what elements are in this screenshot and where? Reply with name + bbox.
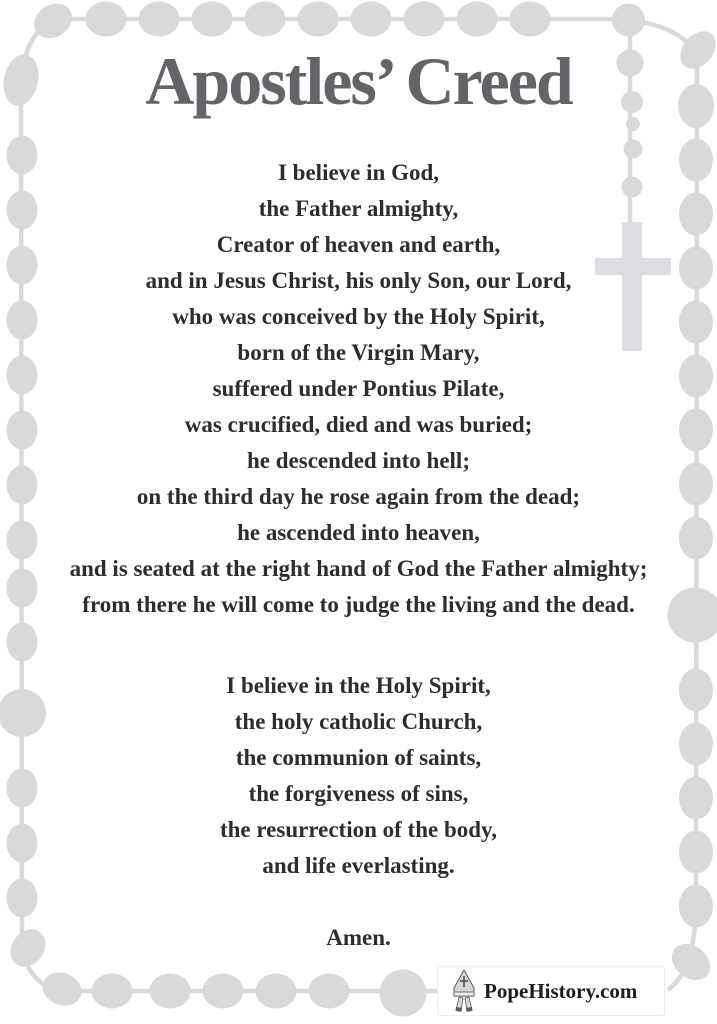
- amen-line: Amen.: [326, 925, 391, 950]
- papal-mitre-icon: [451, 968, 477, 1014]
- creed-line: the Father almighty,: [258, 196, 459, 221]
- creed-line: Creator of heaven and earth,: [216, 232, 501, 257]
- creed-line: the holy catholic Church,: [234, 709, 483, 734]
- creed-line: I believe in the Holy Spirit,: [226, 673, 491, 698]
- creed-line: I believe in God,: [277, 160, 439, 185]
- creed-line: and life everlasting.: [262, 853, 455, 878]
- creed-line: the resurrection of the body,: [219, 817, 498, 842]
- creed-line: he descended into hell;: [247, 448, 470, 473]
- creed-line: he ascended into heaven,: [237, 520, 480, 545]
- creed-stanza-1: [0, 155, 717, 623]
- creed-stanza-2: [0, 668, 717, 884]
- creed-line: and in Jesus Christ, his only Son, our Lord,: [145, 268, 572, 293]
- creed-line: the forgiveness of sins,: [248, 781, 469, 806]
- creed-line: was crucified, died and was buried;: [184, 412, 533, 437]
- creed-line: who was conceived by the Holy Spirit,: [172, 304, 545, 329]
- creed-line: from there he will come to judge the living and the dead.: [82, 592, 635, 617]
- creed-line: the communion of saints,: [235, 745, 482, 770]
- creed-text: [0, 155, 717, 956]
- creed-line: suffered under Pontius Pilate,: [212, 376, 505, 401]
- page-title: Apostles’ Creed: [145, 43, 572, 119]
- creed-line: and is seated at the right hand of God the Father almighty;: [69, 556, 648, 581]
- footer-brand-badge: [437, 966, 665, 1016]
- creed-line: born of the Virgin Mary,: [237, 340, 480, 365]
- brand-name: PopeHistory.com: [484, 978, 638, 1003]
- creed-line: on the third day he rose again from the dead;: [136, 484, 581, 509]
